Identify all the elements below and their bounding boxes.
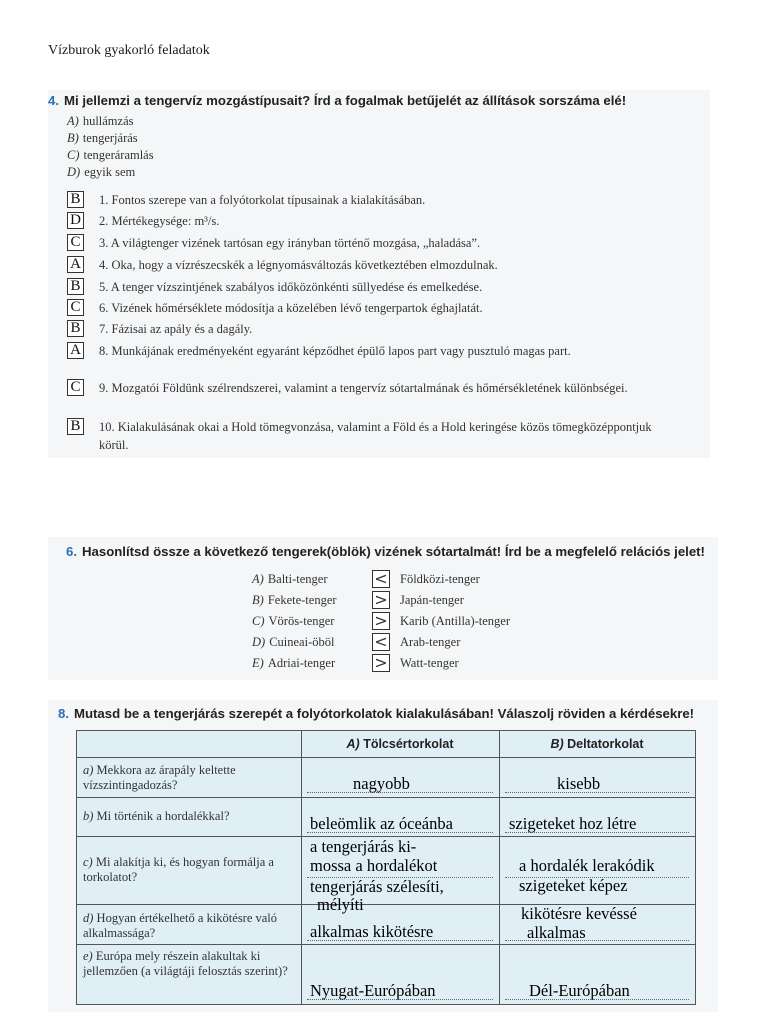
statement-text: 7. Fázisai az apály és a dagály. — [99, 322, 253, 336]
statement-text: 8. Munkájának eredményeként egyaránt képződhet épülő lapos part vagy pusztuló magas part. — [99, 344, 571, 358]
answer-box-10[interactable]: B — [67, 418, 84, 435]
question-c: c) Mi alakítja ki, és hogyan formálja a torkolatot? — [83, 855, 274, 884]
answer-b-delta[interactable]: szigeteket hoz létre — [509, 814, 637, 833]
column-header-b: B) Deltatorkolat — [550, 737, 644, 751]
comparison-row-b — [252, 591, 652, 611]
answer-e-funnel[interactable]: Nyugat-Európában — [310, 981, 436, 1000]
relation-box-d[interactable]: < — [372, 633, 390, 651]
answer-box-6[interactable]: C — [67, 299, 84, 316]
table-divider — [499, 731, 500, 1004]
answer-a-delta[interactable]: kisebb — [557, 774, 601, 793]
table-divider — [77, 757, 695, 758]
relation-box-e[interactable]: > — [372, 654, 390, 672]
exercise-4-question — [48, 93, 626, 108]
statement-text: 9. Mozgatói Földünk szélrendszerei, valamint a tengervíz sótartalmának és hőmérsékletének különbségei. — [99, 381, 628, 395]
comparison-row-e — [252, 654, 652, 674]
answer-d-delta-line2[interactable]: alkalmas — [527, 923, 586, 942]
answer-d-funnel[interactable]: alkalmas kikötésre — [310, 922, 434, 941]
answer-d-delta-line1[interactable]: kikötésre kevéssé — [521, 904, 637, 923]
sea-left: D) Cuineai-öböl — [252, 635, 335, 649]
answer-c-funnel-line1[interactable]: a tengerjárás ki- — [310, 837, 417, 856]
answer-box-7[interactable]: B — [67, 320, 84, 337]
exercise-4-number: 4. — [48, 93, 59, 108]
answer-c-funnel-line3[interactable]: tengerjárás szélesíti, — [310, 877, 444, 896]
answer-box-1[interactable]: B — [67, 191, 84, 208]
estuary-table — [76, 730, 696, 1005]
answer-a-funnel[interactable]: nagyobb — [353, 774, 410, 793]
answer-c-funnel-line4[interactable]: mélyíti — [317, 895, 364, 914]
answer-box-8[interactable]: A — [67, 342, 84, 359]
comparison-row-d — [252, 633, 652, 653]
sea-left: B) Fekete-tenger — [252, 593, 337, 607]
exercise-4 — [48, 90, 710, 458]
exercise-6-question — [66, 544, 705, 559]
exercise-8-number: 8. — [58, 706, 69, 721]
option-c: C) tengeráramlás — [67, 148, 154, 162]
answer-c-delta-line1[interactable]: a hordalék lerakódik — [519, 856, 655, 875]
answer-e-delta[interactable]: Dél-Európában — [529, 981, 630, 1000]
question-d: d) Hogyan értékelhető a kikötésre való alkalmassága? — [83, 911, 278, 940]
option-d: D) egyik sem — [67, 165, 136, 179]
option-a: A) hullámzás — [67, 114, 134, 128]
sea-left: C) Vörös-tenger — [252, 614, 335, 628]
statement-text: 2. Mértékegysége: m³/s. — [99, 214, 220, 228]
option-b: B) tengerjárás — [67, 131, 138, 145]
table-divider — [77, 944, 695, 945]
exercise-8 — [48, 700, 718, 1012]
answer-box-5[interactable]: B — [67, 278, 84, 295]
answer-box-4[interactable]: A — [67, 256, 84, 273]
table-divider — [77, 797, 695, 798]
sea-left: A) Balti-tenger — [252, 572, 328, 586]
exercise-8-question — [58, 706, 694, 721]
relation-box-b[interactable]: > — [372, 591, 390, 609]
statement-text: 10. Kialakulásának okai a Hold tömegvonzása, valamint a Föld és a Hold keringése közös tömegközéppontjuk körül. — [99, 420, 652, 452]
statement-text: 6. Vizének hőmérséklete módosítja a közelében lévő tengerpartok éghajlatát. — [99, 301, 483, 315]
exercise-8-question-text: Mutasd be a tengerjárás szerepét a folyótorkolatok kialakulásában! Válaszolj röviden a kérdésekre! — [74, 706, 695, 721]
answer-box-9[interactable]: C — [67, 379, 84, 396]
column-header-a: A) Tölcsértorkolat — [346, 737, 454, 751]
comparison-row-c — [252, 612, 652, 632]
question-e: e) Európa mely részein alakultak ki jellemzően (a világtáji felosztás szerint)? — [83, 949, 288, 978]
exercise-4-question-text: Mi jellemzi a tengervíz mozgástípusait? Írd a fogalmak betűjelét az állítások sorszáma elé! — [64, 93, 627, 108]
page-title: Vízburok gyakorló feladatok — [48, 43, 210, 58]
exercise-6-number: 6. — [66, 544, 77, 559]
sea-right: Watt-tenger — [400, 656, 459, 670]
relation-box-c[interactable]: > — [372, 612, 390, 630]
comparison-row-a — [252, 570, 652, 590]
question-b: b) Mi történik a hordalékkal? — [83, 809, 230, 823]
sea-left: E) Adriai-tenger — [252, 656, 336, 670]
table-divider — [301, 731, 302, 1004]
statement-text: 5. A tenger vízszintjének szabályos időközönkénti süllyedése és emelkedése. — [99, 280, 483, 294]
answer-c-funnel-line2[interactable]: mossa a hordalékot — [310, 856, 438, 875]
relation-box-a[interactable]: < — [372, 570, 390, 588]
statement-text: 3. A világtenger vizének tartósan egy irányban történő mozgása, „haladása”. — [99, 236, 481, 250]
sea-right: Földközi-tenger — [400, 572, 480, 586]
answer-c-delta-line2[interactable]: szigeteket képez — [519, 876, 628, 895]
sea-right: Karib (Antilla)-tenger — [400, 614, 511, 628]
statement-text: 1. Fontos szerepe van a folyótorkolat típusainak a kialakításában. — [99, 193, 426, 207]
exercise-6 — [48, 537, 718, 680]
answer-b-funnel[interactable]: beleömlik az óceánba — [310, 814, 453, 833]
question-a: a) Mekkora az árapály keltette vízszintingadozás? — [83, 763, 236, 792]
statement-text: 4. Oka, hogy a vízrészecskék a légnyomásváltozás következtében elmozdulnak. — [99, 258, 498, 272]
exercise-6-question-text: Hasonlítsd össze a következő tengerek(öblök) vizének sótartalmát! Írd be a megfelelő relációs jelet! — [82, 544, 705, 559]
answer-box-2[interactable]: D — [67, 212, 84, 229]
answer-box-3[interactable]: C — [67, 234, 84, 251]
sea-right: Arab-tenger — [400, 635, 461, 649]
sea-right: Japán-tenger — [400, 593, 464, 607]
